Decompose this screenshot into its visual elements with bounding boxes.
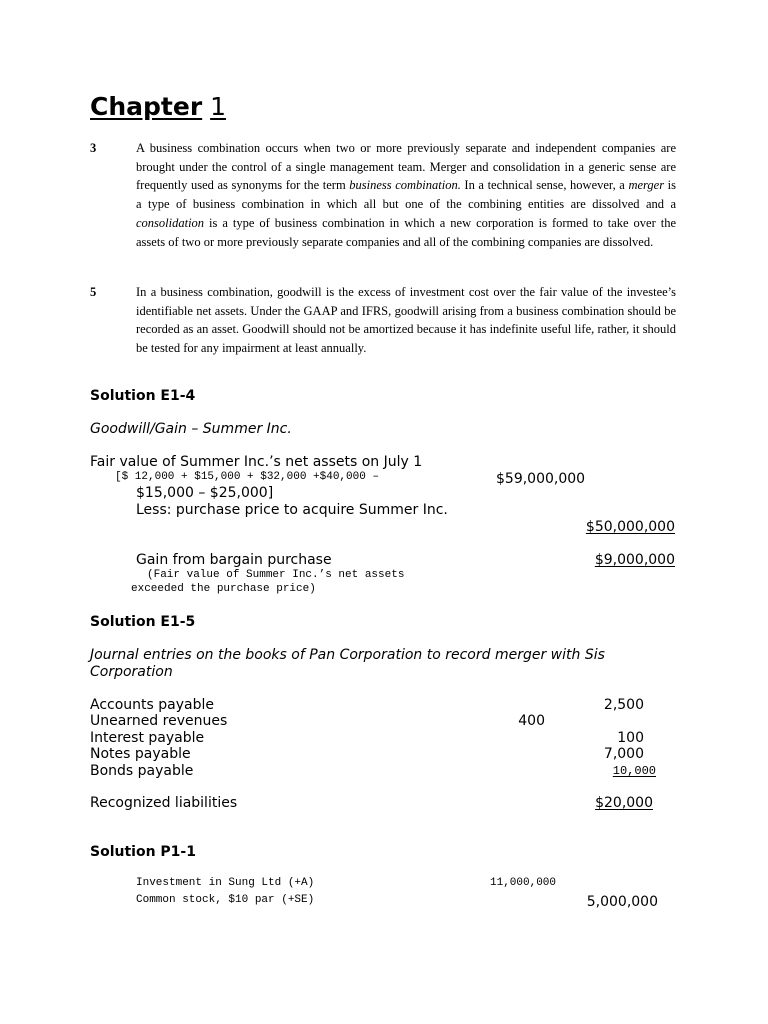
total-amount: $20,000 xyxy=(595,795,653,811)
question-paragraph: A business combination occurs when two or more previously separate and independent companies are brought under the control of a single management team. Merger and consolidation in a generic sense are frequently used as synonyms for the term business combination. In a technical sense, however, a merger is a type of business combination in which all but one of the combining entities are dissolved and a consolidation is a type of business combination in which a new corporation is formed to take over the assets of two or more previously separate companies and all of the combining companies are dissolved. xyxy=(136,141,677,249)
question-paragraph: In a business combination, goodwill is the excess of investment cost over the fair value of the investee’s identifiable net assets. Under the GAAP and IFRS, goodwill arising from a business combination should be recorded as an asset. Goodwill should not be amortized because it has indefinite useful life, rather, it should be tested for any impairment at least annually. xyxy=(136,285,676,356)
journal-label: Common stock, $10 par (+SE) xyxy=(136,894,315,906)
italic-term: business combination. xyxy=(349,178,461,193)
liability-label: Interest payable xyxy=(90,730,205,746)
gain-label: Gain from bargain purchase xyxy=(136,552,332,568)
liability-amount: 100 xyxy=(617,730,644,746)
section-heading: Solution P1-1 xyxy=(90,844,196,860)
gain-note: (Fair value of Summer Inc.’s net assets xyxy=(147,569,405,581)
section-heading: Solution E1-5 xyxy=(90,614,196,630)
section-subtitle: Journal entries on the books of Pan Corporation to record merger with Sis xyxy=(90,647,605,663)
question-number: 5 xyxy=(90,285,97,299)
liability-amount: 7,000 xyxy=(603,746,644,762)
fair-value-label: Fair value of Summer Inc.’s net assets on July 1 xyxy=(90,454,423,470)
calculation-line: $15,000 – $25,000] xyxy=(136,485,274,501)
liability-amount: 400 xyxy=(518,713,545,729)
less-purchase-label: Less: purchase price to acquire Summer Inc. xyxy=(136,502,448,518)
liability-amount: 10,000 xyxy=(612,764,656,778)
chapter-title xyxy=(90,92,226,121)
italic-term: merger xyxy=(628,178,665,193)
italic-term: consolidation xyxy=(136,215,205,230)
gain-amount: $9,000,000 xyxy=(594,552,675,568)
journal-amount: 11,000,000 xyxy=(490,877,557,889)
section-heading: Solution E1-4 xyxy=(90,388,196,404)
chapter-number: 1 xyxy=(210,92,227,121)
liability-label: Accounts payable xyxy=(90,697,214,713)
journal-amount: 5,000,000 xyxy=(586,894,658,910)
chapter-word: Chapter xyxy=(90,92,203,121)
journal-label: Investment in Sung Ltd (+A) xyxy=(136,877,315,889)
question-number: 3 xyxy=(90,141,97,155)
liability-label: Bonds payable xyxy=(90,763,194,779)
fair-value-amount: $59,000,000 xyxy=(496,471,586,487)
section-subtitle: Goodwill/Gain – Summer Inc. xyxy=(90,421,292,437)
purchase-price-amount: $50,000,000 xyxy=(585,519,675,535)
liability-label: Notes payable xyxy=(90,746,191,762)
section-subtitle: Corporation xyxy=(90,664,173,680)
calculation-line: [$ 12,000 + $15,000 + $32,000 +$40,000 – xyxy=(115,471,380,483)
liability-label: Unearned revenues xyxy=(90,713,228,729)
gain-note: exceeded the purchase price) xyxy=(131,583,316,595)
liability-amount: 2,500 xyxy=(603,697,644,713)
total-label: Recognized liabilities xyxy=(90,795,238,811)
